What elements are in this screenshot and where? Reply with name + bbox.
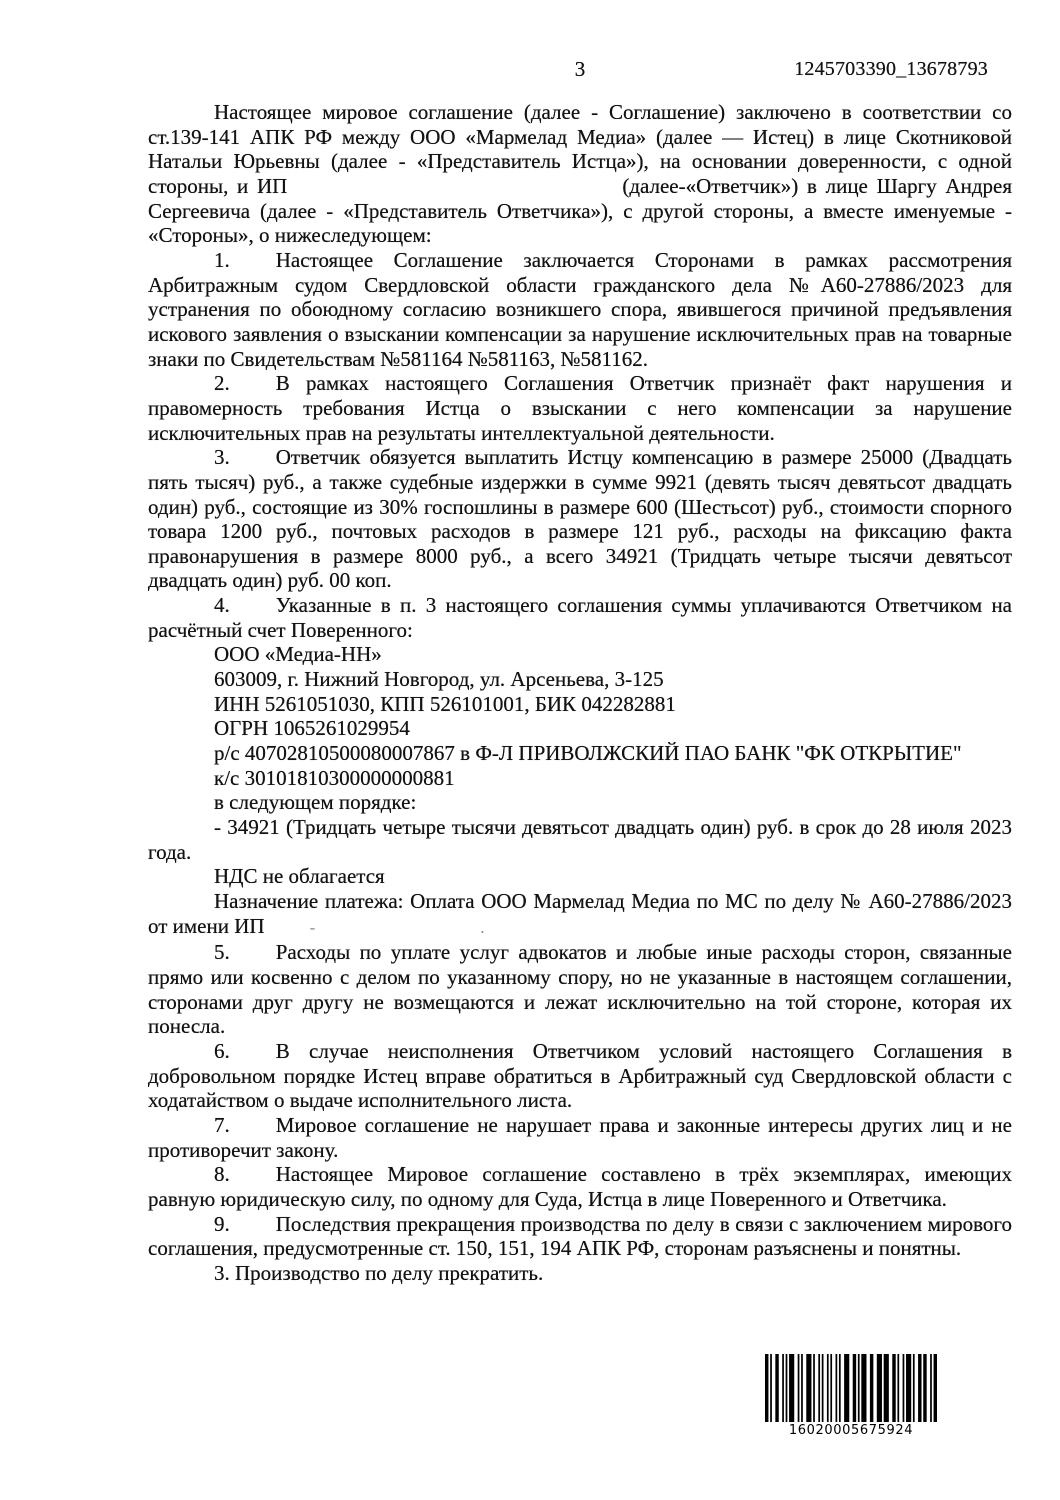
barcode [765,1354,937,1438]
redaction-gap [230,1131,276,1132]
detail-line [148,642,1012,667]
text-run: в следующем порядке: [214,790,417,815]
paragraph [148,100,1012,248]
text-run: В рамках настоящего Соглашения Ответчик признаёт факт нарушения и правомерность требования Истца о взыскании с него компенсации за нарушение исключительных прав на результаты интеллектуальной деятельности. [148,371,1012,445]
text-run: ОГРН 1065261029954 [214,716,410,741]
text-run: к/с 30101810300000000881 [214,765,455,790]
redaction-gap [230,463,276,464]
page-header [148,57,1012,83]
detail-line [148,766,1012,791]
paragraph [148,593,1012,642]
text-run: 3. [214,445,230,470]
text-run: р/с 40702810500080007867 в Ф-Л ПРИВОЛЖСКИЙ ПАО БАНК "ФК ОТКРЫТИЕ" [214,741,962,766]
redaction-gap [265,932,310,933]
detail-line [148,667,1012,692]
paragraph [148,1039,1012,1113]
text-run: 3. Производство по делу прекратить. [214,1260,544,1285]
doc-id: 1245703390_13678793 [794,58,988,80]
document-body [148,100,1012,1286]
paragraph [148,248,1012,371]
text-run: Указанные в п. 3 настоящего соглашения суммы уплачиваются Ответчиком на расчётный счет Поверенного: [148,593,1012,642]
paragraph [148,1212,1012,1261]
redaction-mark: - [309,917,316,937]
text-run: 6. [214,1038,230,1063]
redaction-gap [315,932,480,933]
paragraph [148,445,1012,593]
redaction-gap [230,958,276,959]
text-run: ООО «Медиа-НН» [214,642,382,667]
paragraph [148,815,1012,864]
text-run: В случае неисполнения Ответчиком условий настоящего Соглашения в добровольном порядке Истец вправе обратиться в Арбитражный суд Свердловской области с ходатайством о выдаче исполнительного листа. [148,1038,1012,1113]
text-run: 5. [214,940,230,965]
paragraph [148,940,1012,1039]
text-run: 4. [214,593,230,618]
detail-line [148,716,1012,741]
text-run: 9. [214,1211,230,1236]
paragraph [148,1162,1012,1211]
text-run: 2. [214,371,230,396]
text-run: Расходы по уплате услуг адвокатов и любые иные расходы сторон, связанные прямо или косвенно с делом по указанному спору, но не указанные в настоящем соглашении, сторонами друг другу не возмещаются и лежат исключительно на той стороне, которая их понесла. [148,940,1012,1039]
text-run: Мировое соглашение не нарушает права и законные интересы других лиц и не противоречит закону. [148,1112,1012,1162]
detail-line [148,692,1012,717]
paragraph [148,1113,1012,1162]
redaction-mark: . [480,917,485,937]
redaction-gap [230,266,276,267]
text-run: НДС не облагается [214,864,385,889]
text-run: Ответчик обязуется выплатить Истцу компенсацию в размере 25000 (Двадцать пять тысяч) руб., а также судебные издержки в сумме 9921 (девять тысяч девятьсот двадцать один) руб., состоящие из 30% госпошлины в размере 600 (Шестьсот) руб., стоимости спорного товара 1200 руб., почтовых расходов в размере 121 руб., расходы на фиксацию факта правонарушения в размере 8000 руб., а всего 34921 (Тридцать четыре тысячи девятьсот двадцать один) руб. 00 коп. [148,445,1012,593]
page-number: 3 [574,57,586,81]
redaction-gap [230,611,276,612]
text-run: - 34921 (Тридцать четыре тысячи девятьсот двадцать один) руб. в срок до 28 июля 2023 года. [148,815,1012,864]
barcode-bars-image [765,1354,937,1422]
text-run: 603009, г. Нижний Новгород, ул. Арсеньева, 3-125 [214,667,664,692]
text-run: 1. [214,247,230,272]
text-run: (далее-«Ответчик») в лице Шаргу Андрея Сергеевича (далее - «Представитель Ответчика»), с другой стороны, а вместе именуемые - «Стороны», о нижеследующем: [148,173,1012,248]
text-run: Последствия прекращения производства по делу в связи с заключением мирового соглашения, предусмотренные ст. 150, 151, 194 АПК РФ, сторонам разъяснены и понятны. [148,1211,1012,1261]
text-run: Настоящее Мировое соглашение составлено в трёх экземплярах, имеющих равную юридическую силу, по одному для Суда, Истца в лице Поверенного и Ответчика. [148,1162,1012,1211]
barcode-number: 16020005675924 [788,1423,914,1438]
text-run: ИНН 5261051030, КПП 526101001, БИК 042282881 [214,691,676,716]
redaction-gap [230,389,276,390]
detail-line [148,790,1012,815]
text-run: 8. [214,1162,230,1187]
paragraph [148,889,1012,940]
text-run: 7. [214,1112,230,1137]
text-run: Настоящее Соглашение заключается Сторонами в рамках рассмотрения Арбитражным судом Свердловской области гражданского дела №А60-27886/2023 для устранения по обоюдному согласию возникшего спора, явившегося причиной предъявления искового заявления о взыскании компенсации за нарушение исключительных прав на товарные знаки по Свидетельствам №581164 №581163, №581162. [148,247,1012,371]
detail-line [148,864,1012,889]
text-run: Назначение платежа: Оплата ООО Мармелад Медиа по МС по делу № А60-27886/2023 от имени ИП [148,889,1012,938]
redaction-gap [230,1057,276,1058]
redaction-gap [287,192,622,193]
detail-line [148,1261,1012,1286]
paragraph [148,371,1012,445]
text-run: Настоящее мировое соглашение (далее - Соглашение) заключено в соответствии со ст.139-141 АПК РФ между ООО «Мармелад Медиа» (далее — Истец) в лице Скотниковой Натальи Юрьевны (далее - «Представитель Истца»), на основании доверенности, с одной стороны, и ИП [148,100,1012,198]
detail-line [148,741,1012,766]
redaction-gap [230,1230,276,1231]
redaction-gap [230,1180,276,1181]
